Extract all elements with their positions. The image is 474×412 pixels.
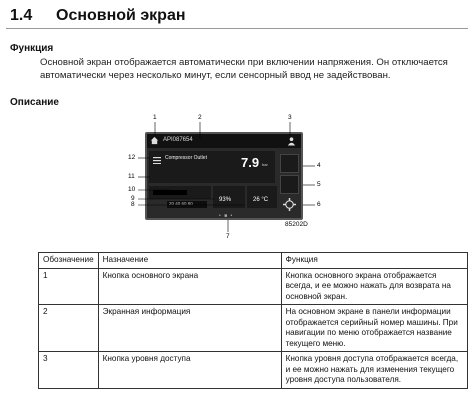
table-row: [39, 352, 468, 389]
table-row: [39, 268, 468, 305]
callout-8: 8: [131, 201, 135, 208]
callout-7: 7: [226, 233, 230, 240]
table-header-row: [39, 253, 468, 269]
serial-number: API087654: [163, 137, 193, 143]
cell-ref: 3: [39, 352, 99, 389]
callout-2: 2: [198, 114, 202, 121]
callout-12: 12: [128, 154, 136, 161]
table-row: [39, 305, 468, 352]
callout-9: 9: [131, 195, 135, 202]
callout-1: 1: [153, 114, 157, 121]
panel-label: Compressor Outlet: [165, 155, 207, 161]
bottom-scale-text: 20 40 60 80: [169, 201, 193, 206]
cell-function: На основном экране в панели информации отображается серийный номер машины. При навигации по меню отображается название текущего меню.: [281, 305, 467, 352]
callout-10: 10: [128, 186, 136, 193]
pressure-unit: bar: [262, 162, 268, 167]
percent-value: 93%: [219, 197, 232, 203]
cell-name: Экранная информация: [98, 305, 281, 352]
function-heading: Функция: [10, 43, 54, 54]
pressure-value: 7.9: [241, 155, 260, 170]
description-heading: Описание: [10, 97, 59, 108]
cell-function: Кнопка уровня доступа отображается всегда, и ее можно нажать для изменения текущего уровня доступа пользователя.: [281, 352, 467, 389]
cell-ref: 1: [39, 268, 99, 305]
col-header-name: Назначение: [98, 253, 281, 269]
designation-table: [38, 252, 468, 389]
cell-name: Кнопка основного экрана: [98, 268, 281, 305]
section-number: 1.4: [10, 7, 33, 24]
callout-3: 3: [288, 114, 292, 121]
callout-5: 5: [317, 181, 321, 188]
page-indicator: • ■ •: [219, 213, 234, 219]
function-text: Основной экран отображается автоматически при включении напряжения. Он отключается автоматически через несколько минут, если сенсорный ввод не задействован.: [40, 57, 448, 81]
temperature-value: 26 °C: [253, 197, 269, 203]
cell-name: Кнопка уровня доступа: [98, 352, 281, 389]
col-header-ref: Обозначение: [39, 253, 99, 269]
cell-function: Кнопка основного экрана отображается всегда, и ее можно нажать для возврата на основной экран.: [281, 268, 467, 305]
callout-11: 11: [128, 173, 135, 180]
callout-4: 4: [317, 162, 321, 169]
figure-code: 85202D: [285, 221, 308, 228]
col-header-function: Функция: [281, 253, 467, 269]
cell-ref: 2: [39, 305, 99, 352]
section-title: Основной экран: [56, 7, 186, 24]
callout-6: 6: [317, 201, 321, 208]
